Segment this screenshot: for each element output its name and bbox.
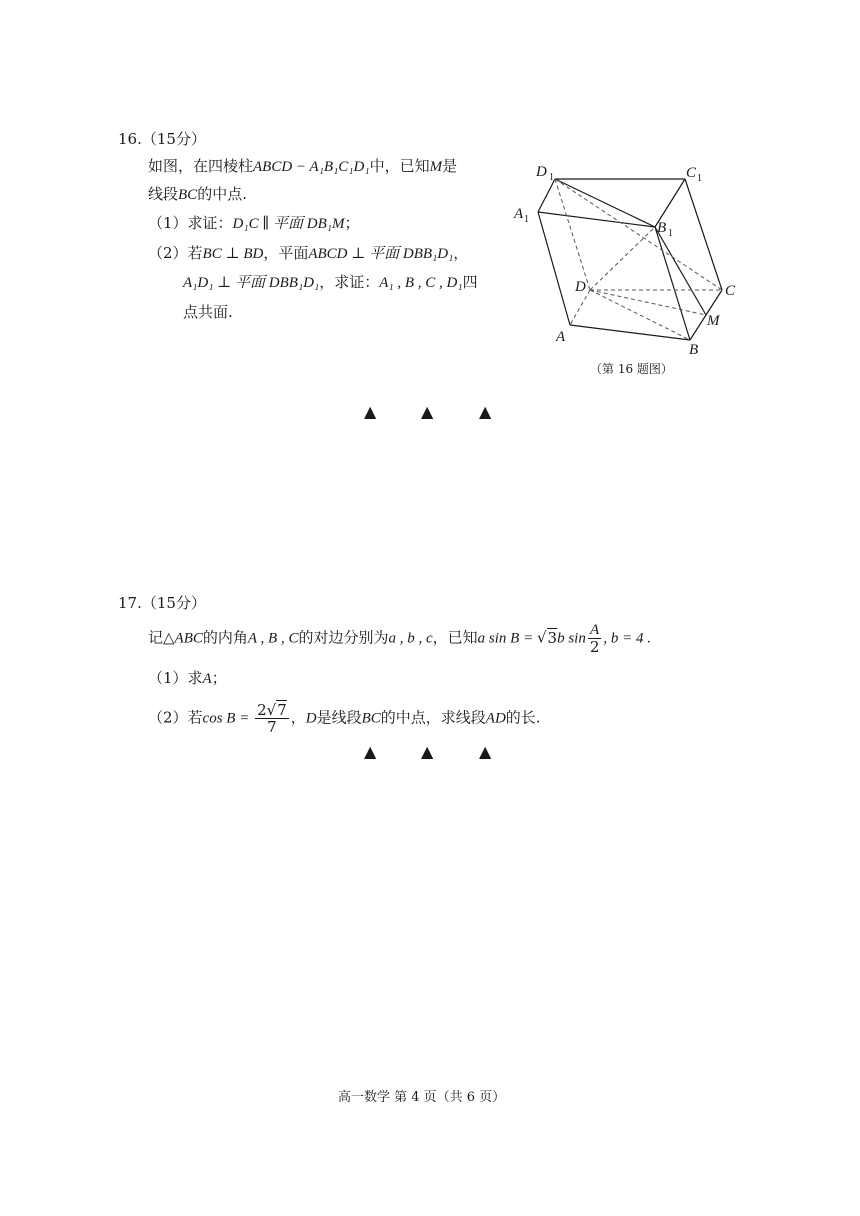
edge-d-b	[590, 290, 690, 340]
q17-part1-a: A	[202, 671, 212, 687]
q17-stmt-d: ，已知	[432, 628, 478, 647]
separator-triangle: ▲	[479, 742, 492, 761]
q17-fraction-a-over-2	[588, 622, 602, 655]
q17-cos-num-radicand: 7	[277, 701, 287, 719]
label-a1: A	[514, 206, 524, 222]
q16-line2-text: 线段	[148, 185, 179, 203]
q16-figure-caption: （第 16 题图）	[590, 362, 673, 376]
q16-part2-cond3: A₁D₁ ⊥ 平面 DBB₁D₁	[183, 275, 320, 291]
q17-frac-num: A	[588, 622, 602, 639]
q16-intro-text: 如图，在四棱柱	[148, 157, 254, 175]
q17-part2-text3: 的长.	[505, 708, 541, 727]
q17-b-value: , b = 4 .	[603, 630, 652, 647]
edge-a1-b1	[538, 212, 655, 227]
q17-cos-den: 7	[267, 718, 277, 736]
q16-line2-end: 的中点.	[197, 185, 247, 203]
q17-part1-end: ；	[211, 669, 227, 687]
edge-d-b1	[590, 227, 655, 290]
q17-part2-label: （2）若	[148, 708, 203, 727]
edge-b1-b	[655, 227, 690, 340]
separator-triangle: ▲	[364, 402, 377, 421]
separator-triangle: ▲	[421, 742, 434, 761]
q17-eq-mid: b sin	[557, 630, 586, 647]
q17-part2-text1: 是线段	[316, 708, 362, 727]
q16-part1-expr: D₁C ∥ 平面 DB₁M	[232, 216, 345, 232]
q16-part1	[148, 213, 360, 234]
label-c1: C	[686, 165, 697, 181]
q17-cos-num: 2√7	[257, 701, 287, 719]
q16-part1-end: ；	[344, 214, 360, 232]
q17-eq-left: a sin B =	[477, 630, 537, 647]
q17-part2	[148, 702, 541, 735]
q17-number: 17.	[118, 594, 142, 612]
edge-a-b	[570, 325, 690, 340]
q17-segment-bc: BC	[361, 710, 381, 727]
q17-part1-label: （1）求	[148, 669, 203, 687]
q17-frac-den: 2	[589, 638, 600, 656]
q16-header	[118, 128, 206, 149]
q16-prism-figure	[505, 150, 755, 360]
q17-part2-comma: ，	[290, 708, 306, 727]
edge-a1-a	[538, 212, 570, 325]
q17-statement	[148, 622, 651, 655]
q16-points: （15分）	[141, 130, 206, 148]
q16-part2-prove: ，求证：	[319, 273, 380, 291]
q17-stmt-b: 的内角	[202, 628, 248, 647]
edge-d1-c	[555, 179, 722, 290]
label-m: M	[707, 313, 720, 329]
q16-part2-cond1: BC ⊥ BD	[202, 246, 264, 262]
q17-angles: A , B , C	[247, 630, 299, 647]
q16-part1-label: （1）求证：	[148, 214, 233, 232]
q16-intro-line1	[148, 156, 457, 177]
label-b: B	[689, 342, 699, 358]
q16-point-m: M	[429, 159, 443, 175]
label-d1-sub: 1	[549, 172, 554, 183]
q16-part2-mid: ，平面	[263, 244, 309, 262]
q16-part2-line2	[183, 272, 478, 293]
edge-d1-a1	[538, 179, 555, 212]
label-a: A	[556, 329, 566, 345]
label-b1-sub: 1	[668, 228, 673, 239]
q17-fraction-cos	[255, 702, 289, 735]
q16-part2-end: ，	[453, 244, 469, 262]
edge-d1-d	[555, 179, 590, 290]
q16-part2-line3	[183, 302, 233, 322]
q16-part2-points: A₁ , B , C , D₁	[379, 275, 463, 291]
q16-number: 16.	[118, 130, 142, 148]
page-footer: 高一数学 第 4 页（共 6 页）	[338, 1090, 506, 1105]
label-d1: D	[536, 164, 547, 180]
separator-triangle: ▲	[364, 742, 377, 761]
q17-header	[118, 592, 206, 613]
q16-intro-line2	[148, 184, 247, 205]
q17-stmt-c: 的对边分别为	[298, 628, 389, 647]
edge-d-m	[590, 290, 706, 315]
q16-part2-four: 四	[462, 273, 478, 291]
q16-part2-line1	[148, 243, 468, 264]
edge-d1-b1	[555, 179, 655, 227]
q16-part2-label: （2）若	[148, 244, 203, 262]
q17-triangle-abc: ABC	[174, 630, 203, 647]
q16-intro-text2: 中，已知	[369, 157, 430, 175]
q17-sqrt3-radicand: 3	[547, 628, 558, 647]
label-a1-sub: 1	[524, 214, 529, 225]
edge-c1-c	[685, 179, 722, 290]
q17-point-d: D	[305, 710, 317, 727]
q16-part2-cond2: ABCD ⊥ 平面 DBB₁D₁	[308, 246, 454, 262]
label-d: D	[575, 279, 586, 295]
q17-sides: a , b , c	[388, 630, 433, 647]
q17-cos-left: cos B =	[202, 710, 254, 727]
q17-segment-ad: AD	[485, 710, 506, 727]
q16-segment-bc: BC	[178, 187, 198, 203]
label-c: C	[725, 283, 736, 299]
edge-d-a	[570, 290, 590, 325]
q17-part1	[148, 668, 227, 689]
q17-sqrt3: √3	[536, 628, 558, 647]
q16-part2-coplanar: 点共面.	[183, 303, 233, 321]
label-b1: B	[657, 220, 667, 236]
q16-prism-name: ABCD − A₁B₁C₁D₁	[253, 159, 370, 175]
q16-intro-text3: 是	[442, 157, 458, 175]
separator-triangle: ▲	[421, 402, 434, 421]
q17-part2-text2: 的中点，求线段	[380, 708, 486, 727]
q17-points: （15分）	[141, 594, 206, 612]
q17-stmt-a: 记△	[148, 628, 175, 647]
q17-cos-num-2: 2	[257, 701, 267, 719]
edge-b1-m	[655, 227, 706, 315]
label-c1-sub: 1	[697, 173, 702, 184]
separator-triangle: ▲	[479, 402, 492, 421]
